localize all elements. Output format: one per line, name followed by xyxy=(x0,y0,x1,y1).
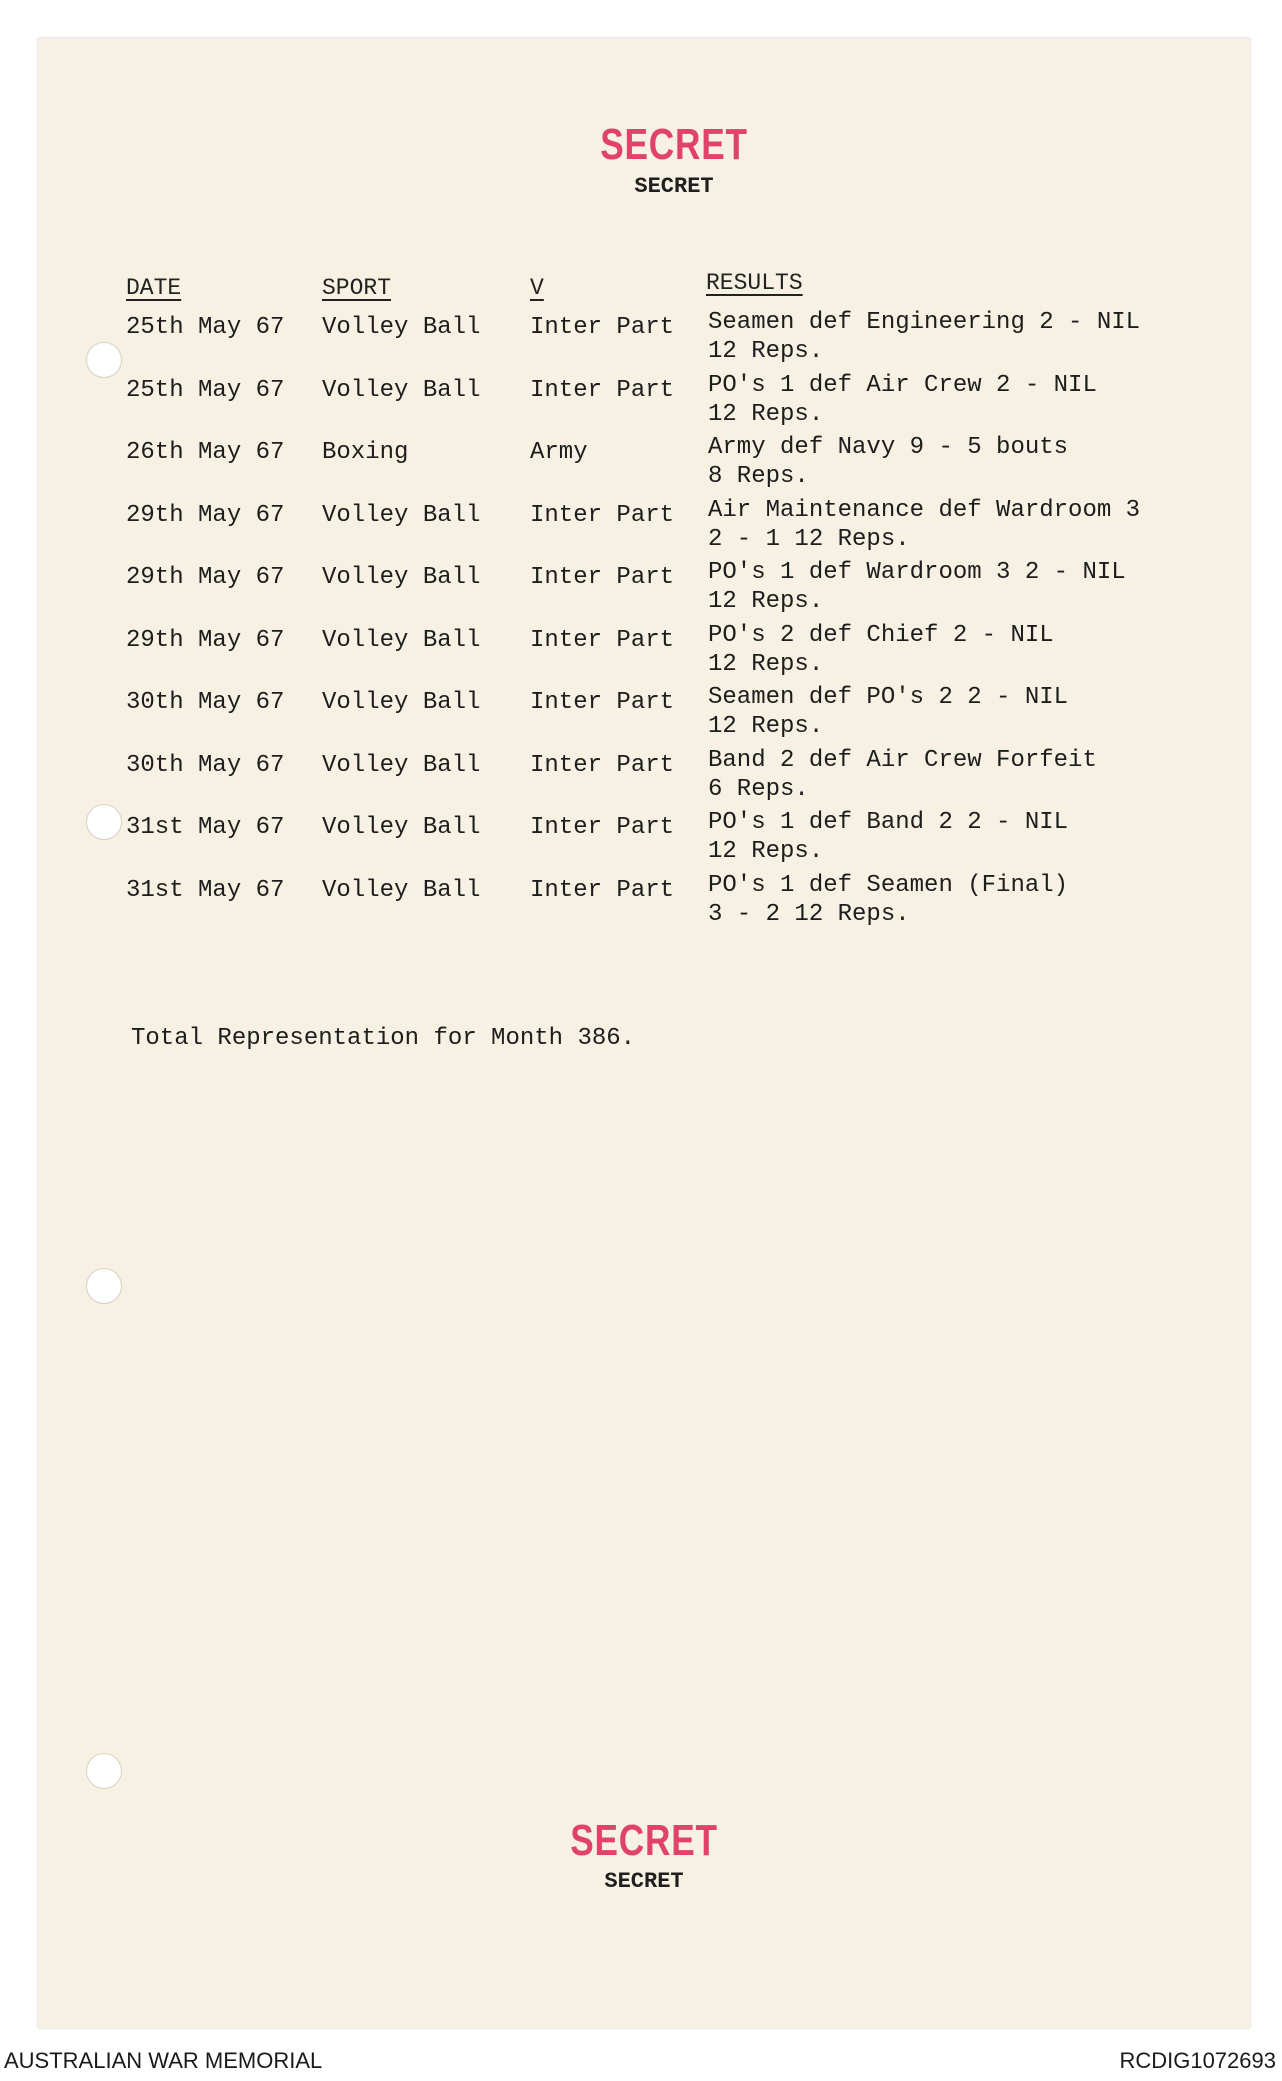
sport-cell: Volley Ball xyxy=(322,376,481,404)
archive-caption-right: RCDIG1072693 xyxy=(1119,2048,1276,2073)
sport-cell: Volley Ball xyxy=(322,689,481,716)
column-header-results: RESULTS xyxy=(706,270,803,296)
result-line: 2 - 1 12 Reps. xyxy=(708,525,910,553)
result-line: 12 Reps. xyxy=(708,338,824,365)
versus-cell: Inter Part xyxy=(530,876,675,904)
result-line: PO's 1 def Air Crew 2 - NIL xyxy=(708,371,1097,399)
result-cell xyxy=(708,371,1097,429)
result-line: Seamen def PO's 2 2 - NIL xyxy=(708,684,1069,711)
date-cell: 30th May 67 xyxy=(126,751,285,779)
table-row xyxy=(38,434,1250,501)
sport-cell: Volley Ball xyxy=(322,314,481,341)
result-cell xyxy=(708,683,1068,741)
result-cell xyxy=(708,746,1097,804)
result-line: PO's 1 def Band 2 2 - NIL xyxy=(708,809,1069,836)
result-cell xyxy=(708,621,1054,679)
date-cell: 31st May 67 xyxy=(126,876,285,904)
classification-top: SECRET xyxy=(634,174,714,199)
sport-cell: Volley Ball xyxy=(322,564,481,591)
result-line: 3 - 2 12 Reps. xyxy=(708,900,910,928)
column-header-date: DATE xyxy=(126,275,182,301)
secret-stamp-bottom: SECRET xyxy=(570,1816,718,1865)
result-line: 12 Reps. xyxy=(708,713,824,740)
table-row xyxy=(38,809,1250,876)
document-page xyxy=(38,38,1250,2028)
result-line: 6 Reps. xyxy=(708,775,809,803)
archive-caption-left: AUSTRALIAN WAR MEMORIAL xyxy=(4,2048,323,2073)
result-line: 12 Reps. xyxy=(708,838,824,865)
date-cell: 29th May 67 xyxy=(126,564,285,591)
versus-cell: Inter Part xyxy=(530,376,675,404)
column-header-sport: SPORT xyxy=(322,275,392,301)
result-line: Seamen def Engineering 2 - NIL xyxy=(708,309,1141,336)
date-cell: 29th May 67 xyxy=(126,626,285,654)
date-cell: 25th May 67 xyxy=(126,376,285,404)
versus-cell: Inter Part xyxy=(530,689,675,716)
total-representation: Total Representation for Month 386. xyxy=(131,1025,636,1052)
result-line: Air Maintenance def Wardroom 3 xyxy=(708,496,1141,524)
versus-cell: Inter Part xyxy=(530,564,675,591)
date-cell: 25th May 67 xyxy=(126,314,285,341)
sport-cell: Boxing xyxy=(322,439,409,466)
versus-cell: Inter Part xyxy=(530,626,675,654)
classification-bottom: SECRET xyxy=(604,1869,684,1894)
table-row xyxy=(38,559,1250,626)
sport-cell: Volley Ball xyxy=(322,751,481,779)
table-row xyxy=(38,496,1250,564)
table-row xyxy=(38,871,1250,939)
date-cell: 26th May 67 xyxy=(126,439,285,466)
result-line: PO's 2 def Chief 2 - NIL xyxy=(708,621,1054,649)
sport-cell: Volley Ball xyxy=(322,876,481,904)
date-cell: 29th May 67 xyxy=(126,501,285,529)
punch-hole xyxy=(86,1268,122,1304)
result-line: PO's 1 def Seamen (Final) xyxy=(708,871,1069,899)
versus-cell: Inter Part xyxy=(530,814,675,841)
table-row xyxy=(38,371,1250,439)
table-row xyxy=(38,621,1250,689)
table-row xyxy=(38,684,1250,751)
versus-cell: Inter Part xyxy=(530,501,675,529)
sport-cell: Volley Ball xyxy=(322,501,481,529)
versus-cell: Inter Part xyxy=(530,314,675,341)
date-cell: 30th May 67 xyxy=(126,689,285,716)
date-cell: 31st May 67 xyxy=(126,814,285,841)
result-line: Army def Navy 9 - 5 bouts xyxy=(708,434,1069,461)
result-line: 12 Reps. xyxy=(708,400,824,428)
sport-cell: Volley Ball xyxy=(322,626,481,654)
result-line: PO's 1 def Wardroom 3 2 - NIL xyxy=(708,559,1126,586)
result-cell xyxy=(708,558,1126,616)
secret-stamp-top: SECRET xyxy=(600,120,748,169)
result-line: 8 Reps. xyxy=(708,463,809,490)
result-cell xyxy=(708,808,1068,866)
sport-cell: Volley Ball xyxy=(322,814,481,841)
column-header-v: V xyxy=(530,275,544,301)
result-cell xyxy=(708,308,1140,366)
result-cell xyxy=(708,871,1068,929)
result-cell xyxy=(708,496,1140,554)
punch-hole xyxy=(86,1753,122,1789)
versus-cell: Army xyxy=(530,439,588,466)
versus-cell: Inter Part xyxy=(530,751,675,779)
result-cell xyxy=(708,433,1068,491)
table-row xyxy=(38,746,1250,814)
result-line: Band 2 def Air Crew Forfeit xyxy=(708,746,1097,774)
result-line: 12 Reps. xyxy=(708,588,824,615)
result-line: 12 Reps. xyxy=(708,650,824,678)
table-row xyxy=(38,309,1250,376)
